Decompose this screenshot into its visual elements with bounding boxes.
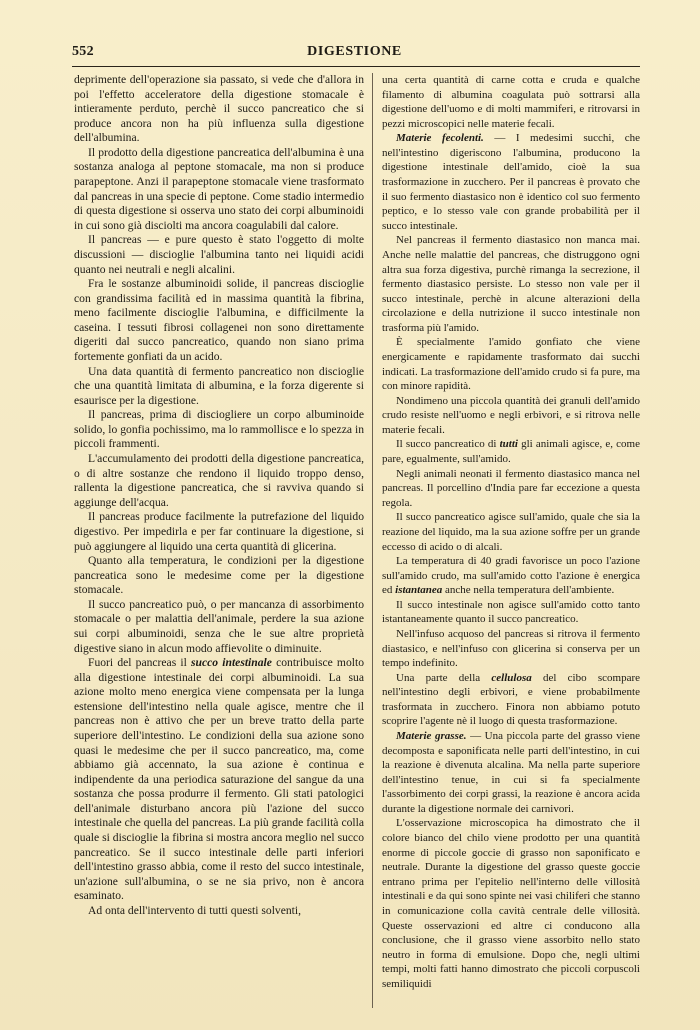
left-column	[74, 73, 364, 919]
emphasized-term: Materie grasse.	[396, 730, 467, 743]
paragraph: È specialmente l'amido gonfiato che viene energicamente e rapidamente trasformato dai succhi indicati. La trasformazione dell'amido crudo si fa pure, ma con minore rapidità.	[382, 336, 640, 393]
emphasized-term: istantanea	[395, 584, 443, 597]
paragraph: L'osservazione microscopica ha dimostrato che il colore bianco del chilo viene prodotto per una quantità enorme di piccole goccie di grasso non saponificato e neutrale. Durante la digestione del grasso queste goccie entrano prima per l'epitelio nell'interno delle villosità intestinali e da qui sono spinte nei vasi chiliferi che stanno in comunicazione colla cavità centrale delle villosità. Queste osservazioni ed altre ci conducono alla conclusione, che il grasso viene assorbito nello stato neutro in forma di emulsione. Dopo che, negli ultimi tempi, molti fatti hanno dimostrato che piccoli corpuscoli semiliquidi	[382, 817, 640, 990]
emphasized-term: succo intestinale	[191, 656, 272, 670]
paragraph: Fra le sostanze albuminoidi solide, il pancreas discioglie con grandissima facilità ed in massima quantità la fibrina, meno facilmente discioglie l'albumina, e difficilmente la caseina. I tessuti fibrosi collagenei non sono direttamente digeriti dal succo pancreatico, quando non siano prima fortemente gonfiati da un acido.	[74, 277, 364, 363]
paragraph: Nel pancreas il fermento diastasico non manca mai. Anche nelle malattie del pancreas, che distruggono ogni altra sua forza digestiva, purchè rimanga la secrezione, il fermento diastasico persiste. Lo stesso non vale per il succo intestinale, perchè in alcune alterazioni della circolazione e della nutrizione il succo intestinale non trasforma più l'amido.	[382, 234, 640, 334]
paragraph: Il pancreas, prima di disciogliere un corpo albuminoide solido, lo gonfia pochissimo, ma lo rammollisce e lo spezza in piccoli frammenti.	[74, 408, 364, 451]
paragraph-text: Il succo pancreatico di	[396, 438, 500, 451]
paragraph-text: Una parte della	[396, 671, 492, 684]
paragraph: Il succo intestinale non agisce sull'amido cotto tanto istantaneamente quanto il succo pancreatico.	[382, 598, 640, 626]
paragraph: deprimente dell'operazione sia passato, si vede che d'allora in poi l'effetto acceleratore della digestione stomacale è intieramente perduto, perchè il succo pancreatico che si produce ancora non ha più influenza sulla digestione dell'albumina.	[74, 73, 364, 145]
paragraph	[382, 671, 640, 729]
paragraph-text: del cibo scompare nell'intestino degli erbivori, e viene probabilmente trasformata in zucchero. Finora non abbiamo potuto scoprire l'agente nè il luogo di questa trasformazione.	[382, 671, 640, 728]
column-divider	[372, 73, 373, 1008]
page-header	[72, 44, 637, 64]
paragraph: Il prodotto della digestione pancreatica dell'albumina è una sostanza analoga al peptone stomacale, ma non si produce parapeptone. Anzi il parapeptone stomacale viene trasformato dal pancreas in una specie di peptone. Come stadio intermedio di questa digestione si osserva uno stato dei corpi albuminoidi in cui sono già disciolti ma ancora coagulabili dal calore.	[74, 145, 364, 232]
paragraph	[382, 729, 640, 816]
emphasized-term: cellulosa	[491, 671, 532, 684]
paragraph-text: — Una piccola parte del grasso viene decomposta e saponificata nelle parti dell'intestino, in cui la reazione è divenuta alcalina. Ma nella parte superiore dell'intestino tenue, in cui si fa specialmente l'assorbimento dei corpi grassi, la reazione è ancora acida durante la digestione normale dei carnivori.	[382, 730, 640, 815]
paragraph-text: gli animali agisce, e, come pare, egualmente, sull'amido.	[382, 438, 640, 466]
paragraph-text: — I medesimi succhi, che nell'intestino digeriscono l'albumina, producono la digestione intestinale dell'amido, cioè la sua trasformazione in zucchero. Per il pancreas è provato che il suo fermento diastasico non è identico col suo fermento peptico, e lo stesso vale con grande probabilità per il succo intestinale.	[382, 132, 640, 232]
paragraph-text: anche nella temperatura dell'ambiente.	[442, 584, 615, 597]
paragraph: Nell'infuso acquoso del pancreas si ritrova il fermento diastasico, e nell'infuso con glicerina si conserva per un tempo indefinito.	[382, 627, 640, 670]
page-number: 552	[72, 44, 94, 59]
paragraph: Ad onta dell'intervento di tutti questi solventi,	[88, 903, 302, 917]
right-column	[382, 73, 640, 991]
emphasized-term: Materie fecolenti.	[396, 132, 484, 145]
paragraph: Una data quantità di fermento pancreatico non discioglie che una quantità limitata di albumina, e la forza digerente si esaurisce per la digestione.	[74, 364, 364, 407]
paragraph	[382, 437, 640, 466]
paragraph: Il pancreas produce facilmente la putrefazione del liquido digestivo. Per impedirla e per far continuare la digestione, si può aggiungere al liquido una certa quantità di glicerina.	[74, 510, 364, 553]
paragraph: Negli animali neonati il fermento diastasico manca nel pancreas. Il porcellino d'India pare far eccezione a questa regola.	[382, 467, 640, 509]
paragraph-text: La temperatura di 40 gradi favorisce un poco l'azione sull'amido crudo, ma sull'amido cotto l'azione è energica ed	[382, 555, 640, 597]
paragraph: Il pancreas — e pure questo è stato l'oggetto di molte discussioni — discioglie l'albumina tanto nei liquidi acidi quanto nei neutrali e negli alcalini.	[74, 233, 364, 276]
header-rule	[72, 66, 640, 67]
paragraph: una certa quantità di carne cotta e cruda e qualche filamento di albumina coagulata può sottrarsi alla digestione dell'uomo e di molti mammiferi, e ritrovarsi in pezzi microscopici nelle materie fecali.	[382, 74, 640, 130]
paragraph: Quanto alla temperatura, le condizioni per la digestione pancreatica sono le medesime come per la digestione stomacale.	[74, 554, 364, 597]
emphasized-term: tutti	[499, 438, 518, 451]
paragraph	[382, 131, 640, 233]
paragraph: L'accumulamento dei prodotti della digestione pancreatica, o di altre sostanze che rendono il liquido troppo denso, rallenta la digestione pancreatica, che si ravviva quando si aggiunge dell'acqua.	[74, 452, 364, 509]
paragraph: Il succo pancreatico agisce sull'amido, quale che sia la reazione del liquido, ma la sua azione soffre per un grande eccesso di acido o di alcali.	[382, 511, 640, 553]
paragraph-text: Fuori del pancreas il	[88, 656, 192, 670]
running-title: DIGESTIONE	[307, 44, 402, 59]
paragraph-text: contribuisce molto alla digestione intestinale dei corpi albuminoidi. La sua azione molto meno energica viene compensata per la lunga estensione dell'intestino nella quale agisce, mentre che il pancreas non è attivo che per un breve tratto della parte superiore dell'intestino. Le condizioni della sua azione sono quasi le medesime che per il succo pancreatico, ma, come abbiamo già accennato, la sua azione è continua e indipendente da una periodica saturazione del sangue da una sostanza che possa produrre il fermento. Gli stati patologici dell'animale disturbano ancora più l'azione del succo intestinale che quella del pancreas. La più grande facilità colla quale si discioglie la fibrina si mostra ancora meglio nel succo pancreatico. Se il succo intestinale delle parti inferiori dell'intestino grasso abbia, come il resto del succo intestinale, un'azione sull'albumina, o se ne sia privo, non è ancora esaminato.	[74, 656, 364, 903]
paragraph	[382, 554, 640, 598]
paragraph: Il succo pancreatico può, o per mancanza di assorbimento stomacale o per malattia dell'animale, perdere la sua azione sui corpi albuminoidi, senza che le sue altre proprietà digestive siano in alcun modo affievolite o diminuite.	[74, 597, 364, 655]
paragraph	[74, 656, 364, 904]
paragraph: Nondimeno una piccola quantità dei granuli dell'amido crudo resiste nell'uomo e negli erbivori, e si ritrova nelle materie fecali.	[382, 394, 640, 436]
